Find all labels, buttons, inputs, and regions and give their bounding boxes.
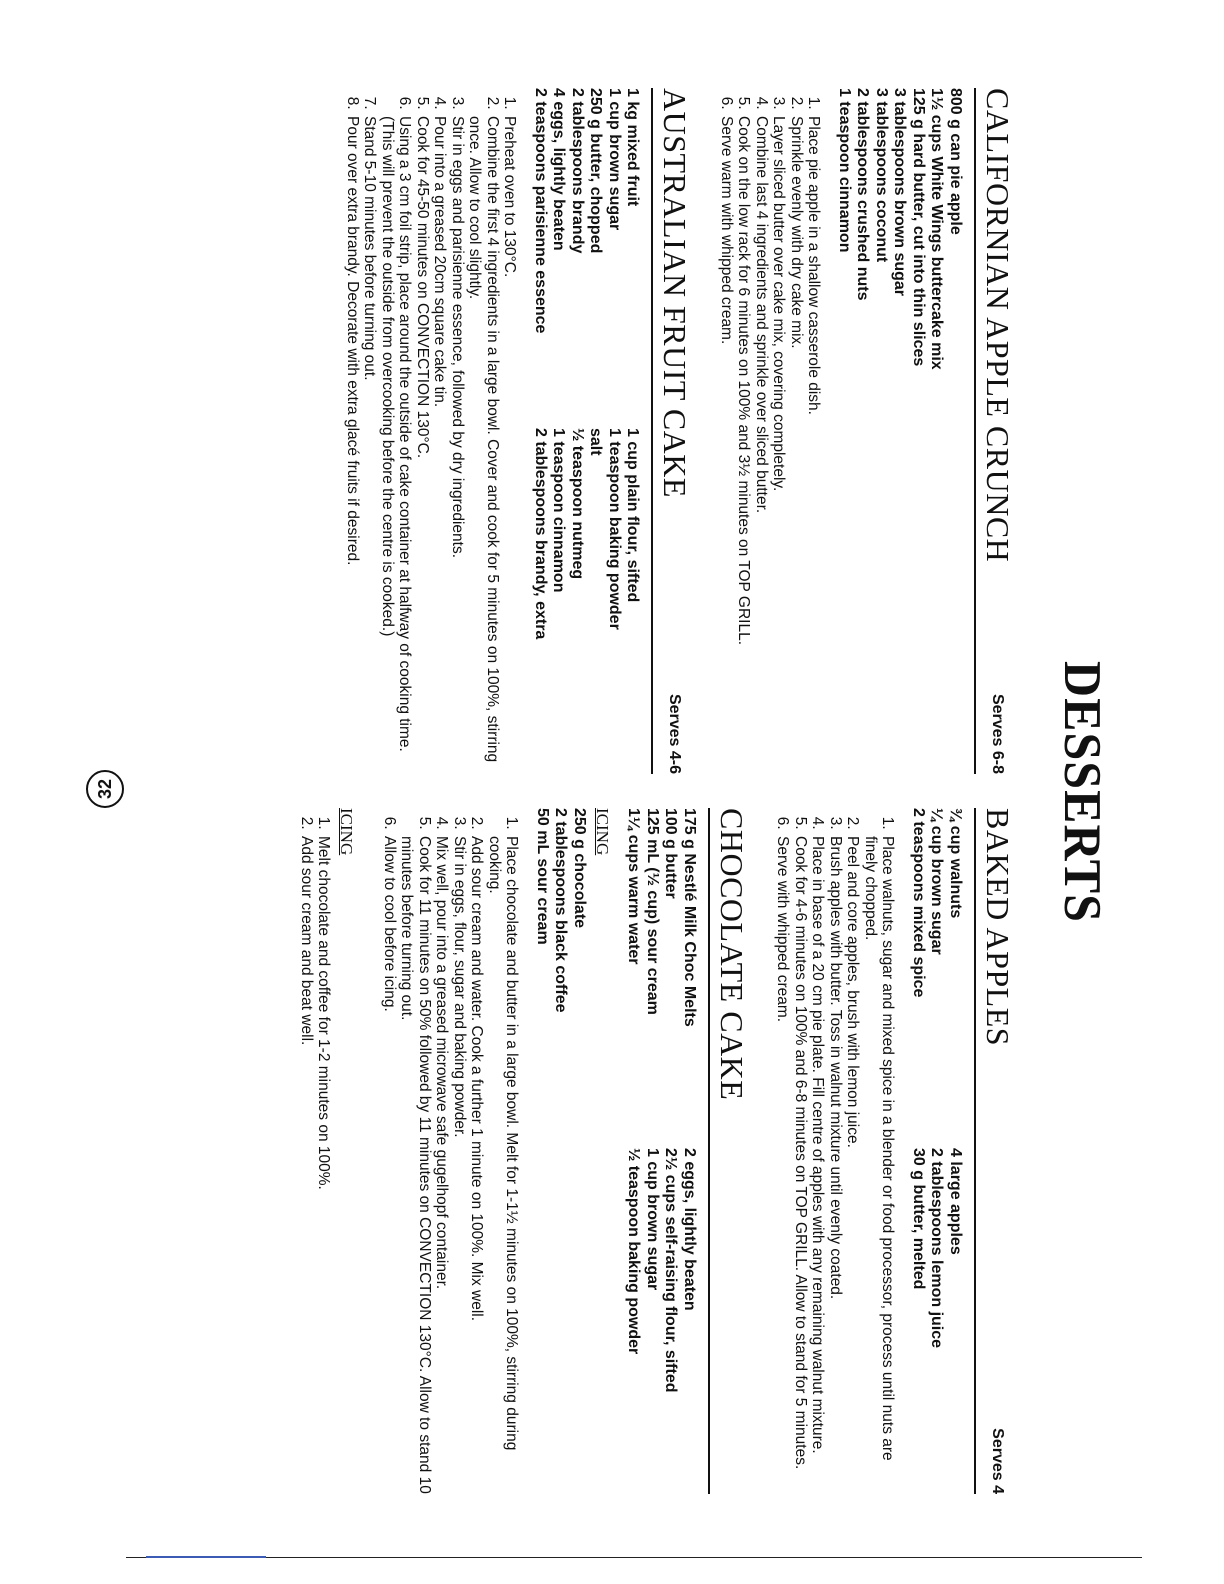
serves-label: Serves 6-8 <box>989 693 1006 774</box>
page-number: 32 <box>86 770 124 808</box>
ingredient-list-left <box>909 808 965 1148</box>
recipe-header <box>974 808 1016 1494</box>
method-step: 6. Serve warm with whipped cream. <box>718 114 736 774</box>
method-step: 4. Mix well, pour into a greased microwave safe gugelhopf container. <box>433 834 451 1494</box>
ingredient-list <box>533 808 589 1148</box>
ingredient-item: 250 g chocolate <box>571 808 588 929</box>
scan-edge-line-accent <box>146 1556 266 1558</box>
method-step: 2. Sprinkle evenly with dry cake mix. <box>788 114 806 774</box>
ingredient-item: 175 g Nestlé Milk Choc Melts <box>681 808 698 1027</box>
ingredient-item: 50 mL sour cream <box>534 808 551 945</box>
ingredient-item: 2 tablespoons brandy, extra <box>532 428 549 640</box>
method-step: 6. Using a 3 cm foil strip, place around the outside of cake container at halfway of cooking time. (This will prevent the outside from overcooking before the centre is cooked.) <box>379 114 414 774</box>
ingredient-item: 1 cup brown sugar <box>606 88 623 231</box>
method-steps <box>774 808 897 1494</box>
ingredient-item: 1 teaspoon cinnamon <box>550 428 568 593</box>
recipe-title: CALIFORNIAN APPLE CRUNCH <box>980 88 1016 563</box>
method-step: 1. Melt chocolate and coffee for 1-2 minutes on 100%. <box>315 834 333 1494</box>
ingredient-item: 3 tablespoons coconut <box>873 88 890 263</box>
ingredients <box>531 88 642 774</box>
ingredients <box>909 808 965 1494</box>
method-steps <box>381 808 521 1494</box>
ingredient-item: ¼ cup brown sugar <box>928 808 946 955</box>
ingredient-item: 250 g butter, chopped <box>587 88 605 254</box>
ingredient-item: 2 teaspoons mixed spice <box>910 808 927 998</box>
ingredient-item: 3 tablespoons brown sugar <box>891 88 909 297</box>
icing-method-heading: ICING <box>337 808 357 856</box>
ingredient-item: ½ teaspoon baking powder <box>625 1148 643 1355</box>
ingredient-item: 1¼ cups warm water <box>625 808 643 965</box>
ingredient-item: 2 tablespoons lemon juice <box>928 1148 946 1349</box>
recipe-header <box>974 88 1016 774</box>
ingredient-list <box>835 88 965 428</box>
method-step: 4. Place in base of a 20 cm pie plate. Fill centre of apples with any remaining walnut mixture. <box>809 834 827 1494</box>
method-step: 5. Cook for 11 minutes on 50% followed by 11 minutes on CONVECTION 130°C. Allow to stand 10 minutes before turning out. <box>398 834 433 1494</box>
method-step: 1. Place chocolate and butter in a large bowl. Melt for 1-1½ minutes on 100%, stirring during cooking. <box>486 834 521 1494</box>
recipe-title: BAKED APPLES <box>980 808 1016 1047</box>
ingredient-item: 2 tablespoons black coffee <box>552 808 570 1013</box>
ingredient-item: 100 g butter <box>662 808 680 899</box>
ingredient-item: salt <box>587 428 605 456</box>
serves-label: Serves 4-6 <box>666 693 684 774</box>
ingredient-list-right <box>624 1148 698 1494</box>
scan-edge-line <box>126 1557 1142 1558</box>
right-column <box>274 808 1017 1494</box>
method-step: 3. Stir in eggs and parisienne essence, followed by dry ingredients. <box>449 114 467 774</box>
method-step: 3. Stir in eggs, flour, sugar and baking powder. <box>451 834 469 1494</box>
ingredient-item: 1 teaspoon baking powder <box>606 428 623 630</box>
rotated-page <box>96 80 1112 1504</box>
recipe-title: AUSTRALIAN FRUIT CAKE <box>657 88 694 498</box>
method-step: 5. Cook for 45-50 minutes on CONVECTION 130°C. <box>414 114 432 774</box>
method-step: 1. Place pie apple in a shallow casserole dish. <box>805 114 823 774</box>
ingredient-list-right <box>909 1148 965 1494</box>
method-step: 8. Pour over extra brandy. Decorate with extra glacé fruits if desired. <box>344 114 362 774</box>
ingredient-item: ¾ cup walnuts <box>947 808 964 919</box>
method-step: 2. Combine the first 4 ingredients in a large bowl. Cover and cook for 5 minutes on 100%, stirring once. Allow to cool slightly. <box>466 114 501 774</box>
ingredient-list-right <box>531 428 642 774</box>
ingredient-item: 1½ cups White Wings buttercake mix <box>928 88 946 370</box>
ingredient-item: 125 mL (½ cup) sour cream <box>644 808 661 1015</box>
recipe-chocolate-cake <box>298 808 751 1494</box>
method-step: 6. Serve with whipped cream. <box>774 834 792 1494</box>
method-step: 4. Combine last 4 ingredients and sprinkle over sliced butter. <box>753 114 771 774</box>
ingredient-item: 125 g hard butter, cut into thin slices <box>910 88 927 367</box>
ingredients <box>835 88 965 774</box>
ingredients <box>624 808 698 1494</box>
recipe-californian-apple-crunch <box>718 88 1017 774</box>
ingredient-list-left <box>624 808 698 1148</box>
recipe-header <box>708 808 750 1494</box>
method-step: 5. Cook on the low rack for 6 minutes on 100% and 3½ minutes on TOP GRILL. <box>735 114 753 774</box>
ingredient-item: 30 g butter, melted <box>910 1148 927 1290</box>
ingredient-item: 4 eggs, lightly beaten <box>550 88 568 251</box>
page-title: DESSERTS <box>1053 661 1113 923</box>
method-step: 1. Place walnuts, sugar and mixed spice in a blender or food processor, process until nuts are finely chopped. <box>862 834 897 1494</box>
method-step: 7. Stand 5-10 minutes before turning out. <box>361 114 379 774</box>
method-steps <box>344 88 519 774</box>
method-step: 6. Allow to cool before icing. <box>381 834 399 1494</box>
ingredient-item: 4 large apples <box>947 1148 964 1255</box>
recipe-australian-fruit-cake <box>344 88 694 774</box>
icing-heading: ICING <box>593 808 612 856</box>
ingredient-item: 2 eggs, lightly beaten <box>681 1148 698 1311</box>
ingredient-item: 1 cup brown sugar <box>644 1148 661 1291</box>
serves-label: Serves 4 <box>989 1428 1006 1494</box>
ingredient-item: 1 teaspoon cinnamon <box>836 88 853 253</box>
method-step: 1. Preheat oven to 130°C. <box>501 114 519 774</box>
method-step: 2. Add sour cream and beat well. <box>298 834 316 1494</box>
icing-method-steps <box>298 808 333 1494</box>
method-step: 3. Brush apples with butter. Toss in walnut mixture until evenly coated. <box>827 834 845 1494</box>
method-step: 5. Cook for 4-6 minutes on 100% and 6-8 minutes on TOP GRILL. Allow to stand for 5 minutes. <box>792 834 810 1494</box>
ingredient-item: 1 cup plain flour, sifted <box>624 428 642 603</box>
ingredient-item: 2 tablespoons brandy <box>569 88 586 254</box>
icing-ingredients <box>533 808 589 1494</box>
ingredient-list-left <box>531 88 642 428</box>
recipe-baked-apples <box>774 808 1016 1494</box>
ingredient-item: 2½ cups self-raising flour, sifted <box>662 1148 680 1393</box>
recipe-title: CHOCOLATE CAKE <box>714 808 750 1101</box>
ingredient-item: 1 kg mixed fruit <box>624 88 642 207</box>
method-steps <box>718 88 823 774</box>
method-step: 4. Pour into a greased 20cm square cake tin. <box>431 114 449 774</box>
recipe-header <box>652 88 694 774</box>
ingredient-item: 800 g can pie apple <box>947 88 964 235</box>
method-step: 2. Peel and core apples, brush with lemon juice. <box>844 834 862 1494</box>
ingredient-item: 2 tablespoons crushed nuts <box>854 88 872 301</box>
left-column <box>320 88 1017 774</box>
method-step: 2. Add sour cream and water. Cook a further 1 minute on 100%. Mix well. <box>468 834 486 1494</box>
method-step: 3. Layer sliced butter over cake mix, covering completely. <box>770 114 788 774</box>
ingredient-item: 2 teaspoons parisienne essence <box>532 88 549 334</box>
ingredient-item: ½ teaspoon nutmeg <box>569 428 586 580</box>
